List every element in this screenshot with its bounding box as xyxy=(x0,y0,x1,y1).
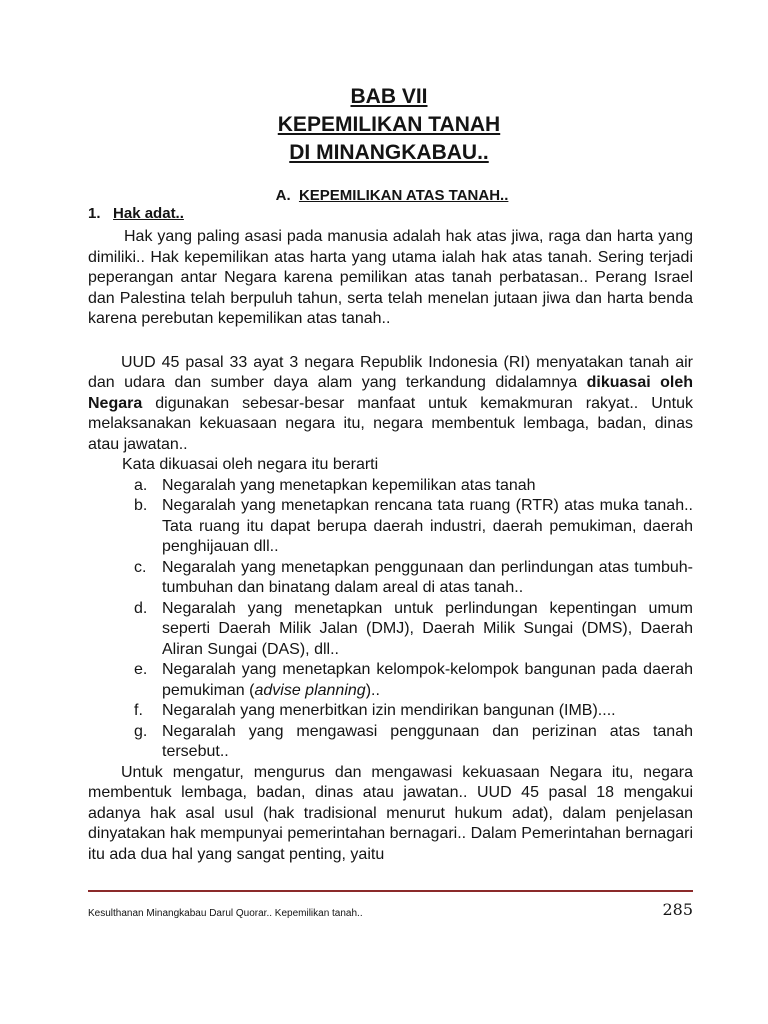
subsection-title: Hak adat.. xyxy=(113,205,184,222)
meaning-list xyxy=(88,476,693,763)
paragraph-spacer xyxy=(88,330,693,353)
list-item-text: Negaralah yang menetapkan penggunaan dan perlindungan atas tumbuh-tumbuhan dan binatang dalam areal di atas tanah.. xyxy=(162,558,693,596)
list-marker: e. xyxy=(134,661,148,678)
paragraph-1: Hak yang paling asasi pada manusia adalah hak atas jiwa, raga dan harta yang dimiliki.. Hak kepemilikan atas harta yang utama ialah hak atas tanah. Sering terjadi peperangan antar Negara karena pemilikan atas tanah perbatasan.. Perang Israel dan Palestina telah berpuluh tahun, serta telah menelan jutaan jiwa dan harta benda karena perebutan kepemilikan atas tanah.. xyxy=(88,228,693,327)
list-item-text: Negaralah yang menetapkan kelompok-kelompok bangunan pada daerah pemukiman ( xyxy=(162,661,693,699)
body-text xyxy=(88,227,693,865)
list-item-italic: advise planning xyxy=(254,681,366,699)
list-item-text: Negaralah yang menetapkan rencana tata ruang (RTR) atas muka tanah.. Tata ruang itu dapat berupa daerah industri, daerah pemukiman, daerah penghijauan dll.. xyxy=(162,497,693,555)
list-item-text: Negaralah yang menerbitkan izin mendirikan bangunan (IMB).... xyxy=(162,702,616,719)
list-item-text-end: ).. xyxy=(365,681,380,699)
chapter-title: BAB VII xyxy=(350,85,428,108)
list-item-text: Negaralah yang menetapkan untuk perlindungan kepentingan umum seperti Daerah Milik Jalan (DMJ), Daerah Milik Sungai (DMS), Daerah Aliran Sungai (DAS), dll.. xyxy=(162,599,693,658)
section-label: A. xyxy=(275,187,291,204)
paragraph-2-emphasis: dikuasai oleh Negara xyxy=(88,374,693,412)
list-item xyxy=(134,660,693,701)
list-item-text: Negaralah yang menetapkan kepemilikan atas tanah xyxy=(162,476,536,494)
section-title: KEPEMILIKAN ATAS TANAH.. xyxy=(298,187,509,204)
list-marker: d. xyxy=(134,599,148,617)
paragraph-2-text-end: digunakan sebesar-besar manfaat untuk kemakmuran rakyat.. Untuk melaksanakan kekuasaan negara itu, negara membentuk lembaga, badan, dinas atau jawatan.. xyxy=(88,394,693,453)
subsection-number: 1. xyxy=(88,205,101,222)
list-item xyxy=(134,701,693,722)
footer-rule xyxy=(88,890,693,892)
paragraph-2 xyxy=(88,353,693,456)
list-marker: g. xyxy=(134,722,148,740)
list-marker: a. xyxy=(134,476,148,494)
paragraph-3: Untuk mengatur, mengurus dan mengawasi kekuasaan Negara itu, negara membentuk lembaga, badan, dinas atau jawatan.. UUD 45 pasal 18 mengakui adanya hak asal usul (hak tradisional menurut hukum adat), dalam penjelasan dinyatakan hak mempunyai pemerintahan bernagari.. Dalam Pemerintahan bernagari itu ada dua hal yang sangat penting, yaitu xyxy=(88,763,693,863)
list-intro: Kata dikuasai oleh negara itu berarti xyxy=(122,456,379,473)
paragraph-2-text: UUD 45 pasal 33 ayat 3 negara Republik Indonesia (RI) menyatakan tanah air dan udara dan sumber daya alam yang terkandung didalamnya xyxy=(88,353,693,391)
list-item xyxy=(134,558,693,599)
list-marker: b. xyxy=(134,497,148,514)
list-item xyxy=(134,496,693,558)
list-marker: f. xyxy=(134,702,143,719)
list-item xyxy=(134,599,693,661)
footer-text: Kesulthanan Minangkabau Darul Quorar.. Kepemilikan tanah.. xyxy=(88,908,363,919)
chapter-subtitle: KEPEMILIKAN TANAH xyxy=(277,113,501,136)
subsection-heading xyxy=(88,205,184,223)
page-number: 285 xyxy=(662,900,693,919)
list-marker: c. xyxy=(134,558,147,576)
list-item-text: Negaralah yang mengawasi penggunaan dan perizinan atas tanah tersebut.. xyxy=(162,722,693,760)
list-item xyxy=(134,722,693,763)
chapter-subtitle-location: DI MINANGKABAU.. xyxy=(289,141,489,164)
section-heading xyxy=(0,187,768,205)
list-item xyxy=(134,476,693,497)
